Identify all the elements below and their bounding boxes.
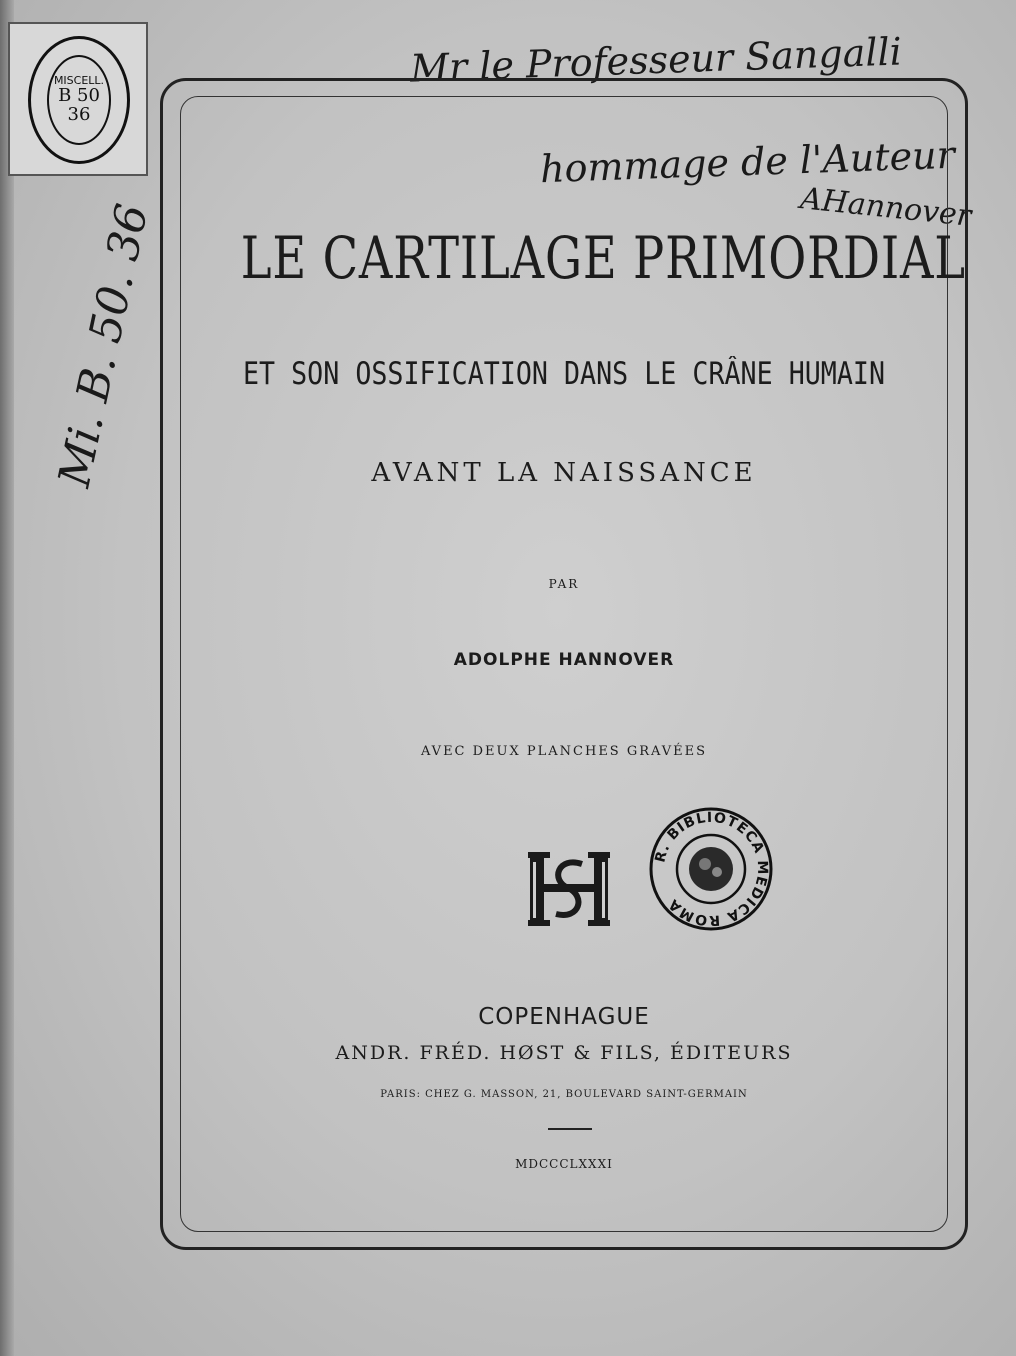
label-line-3: 36 <box>67 103 91 125</box>
subtitle: ET SON OSSIFICATION DANS LE CRÂNE HUMAIN <box>242 356 886 392</box>
library-stamp-icon <box>648 806 774 932</box>
subtitle-line-2: AVANT LA NAISSANCE <box>371 458 757 488</box>
handwritten-dedication-1: Mr le Professeur Sangalli <box>409 29 903 91</box>
main-title: LE CARTILAGE PRIMORDIAL <box>240 224 966 292</box>
imprint-divider <box>548 1128 592 1130</box>
library-label <box>8 22 148 176</box>
stamp-ring-text: R. BIBLIOTECA MEDICA ROMA <box>652 809 771 929</box>
imprint-paris: PARIS: CHEZ G. MASSON, 21, BOULEVARD SAINT-GERMAIN <box>380 1089 748 1100</box>
handwritten-signature: AHannover <box>798 181 973 234</box>
library-label-seal <box>28 36 130 164</box>
imprint-year: MDCCCLXXXI <box>515 1157 613 1171</box>
author-name: ADOLPHE HANNOVER <box>453 650 675 670</box>
handwritten-dedication-2: hommage de l'Auteur <box>539 132 956 192</box>
label-seal-center <box>47 55 111 145</box>
spine-edge <box>0 0 14 1356</box>
plates-note: AVEC DEUX PLANCHES GRAVÉES <box>420 744 708 759</box>
handwritten-shelfmark: Mi. B. 50. 36 <box>48 199 159 492</box>
label-line-2: B 50 <box>58 84 100 106</box>
imprint-publisher: ANDR. FRÉD. HØST & FILS, ÉDITEURS <box>335 1042 793 1064</box>
publisher-monogram-icon <box>528 850 610 928</box>
imprint-city: COPENHAGUE <box>478 1004 650 1030</box>
par-label: PAR <box>548 577 580 591</box>
label-line-1: MISCELL. <box>53 74 105 88</box>
